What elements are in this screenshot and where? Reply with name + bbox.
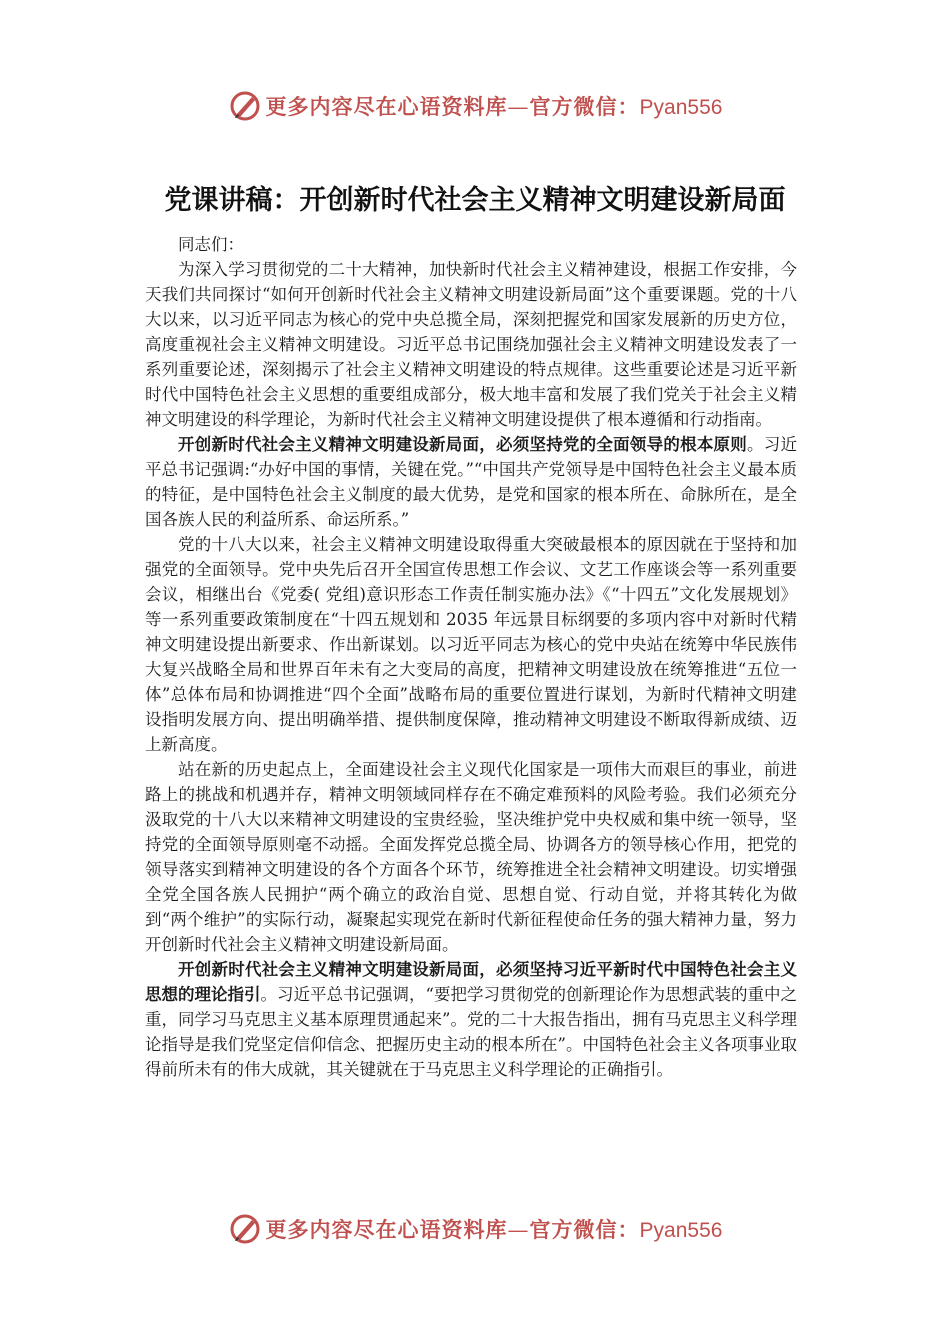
banner-text-cn: 更多内容尽在心语资料库 xyxy=(265,1217,508,1242)
banner-text-id: Pyan556 xyxy=(639,96,723,119)
document-title: 党课讲稿：开创新时代社会主义精神文明建设新局面 xyxy=(164,185,786,216)
paragraph-5-heading: 开创新时代社会主义精神文明建设新局面，必须坚持习近平新时代中国特色社会主义思想的理论指引 xyxy=(145,960,797,1004)
paragraph-3: 党的十八大以来，社会主义精神文明建设取得重大突破最根本的原因就在于坚持和加强党的全面领导。党中央先后召开全国宣传思想工作会议、文艺工作座谈会等一系列重要会议，相继出台《党委( 党组)意识形态工作责任制实施办法》《“十四五”文化发展规划》等一系列重要政策制度在“十四五规划和 2035 年远景目标纲要的多项内容中对新时代精神文明建设提出新要求、作出新谋划。以习近平同志为核心的党中央站在统筹中华民族伟大复兴战略全局和世界百年未有之大变局的高度，把精神文明建设放在统筹推进“五位一体”总体布局和协调推进“四个全面”战略布局的重要位置进行谋划，为新时代精神文明建设指明发展方向、提出明确举措、提供制度保障，推动精神文明建设不断取得新成绩、迈上新高度。 xyxy=(145,535,797,754)
banner-text xyxy=(266,91,723,121)
banner-separator: — xyxy=(507,95,530,119)
paragraph-1: 为深入学习贯彻党的二十大精神，加快新时代社会主义精神建设，根据工作安排，今天我们共同探讨“如何开创新时代社会主义精神文明建设新局面”这个重要课题。党的十八大以来，以习近平同志为核心的党中央总揽全局，深刻把握党和国家发展新的历史方位，高度重视社会主义精神文明建设。习近平总书记围绕加强社会主义精神文明建设发表了一系列重要论述，深刻揭示了社会主义精神文明建设的特点规律。这些重要论述是习近平新时代中国特色社会主义思想的重要组成部分，极大地丰富和发展了我们党关于社会主义精神文明建设的科学理论，为新时代社会主义精神文明建设提供了根本遵循和行动指南。 xyxy=(145,260,797,429)
brush-logo-icon xyxy=(228,1212,262,1246)
banner-text-id: Pyan556 xyxy=(639,1219,723,1242)
header-banner xyxy=(0,86,950,126)
paragraph-2 xyxy=(145,432,797,532)
banner-text-wechat: 官方微信： xyxy=(529,94,640,119)
banner-separator: — xyxy=(507,1218,530,1242)
banner-text-wechat: 官方微信： xyxy=(529,1217,640,1242)
brush-logo-icon xyxy=(228,89,262,123)
document-body xyxy=(145,232,797,1082)
paragraph-2-heading: 开创新时代社会主义精神文明建设新局面，必须坚持党的全面领导的根本原则 xyxy=(178,435,748,454)
footer-banner xyxy=(0,1209,950,1249)
paragraph-5-text: 。习近平总书记强调，“要把学习贯彻党的创新理论作为思想武装的重中之重，同学习马克思主义基本原理贯通起来”。党的二十大报告指出，拥有马克思主义科学理论指导是我们党坚定信仰信念、把握历史主动的根本所在”。中国特色社会主义各项事业取得前所未有的伟大成就，其关键就在于马克思主义科学理论的正确指引。 xyxy=(145,985,798,1079)
paragraph-4: 站在新的历史起点上，全面建设社会主义现代化国家是一项伟大而艰巨的事业，前进路上的挑战和机遇并存，精神文明领域同样存在不确定难预料的风险考验。我们必须充分汲取党的十八大以来精神文明建设的宝贵经验，坚决维护党中央权威和集中统一领导，坚持党的全面领导原则毫不动摇。全面发挥党总揽全局、协调各方的领导核心作用，把党的领导落实到精神文明建设的各个方面各个环节，统筹推进全社会精神文明建设。切实增强全党全国各族人民拥护“两个确立的政治自觉、思想自觉、行动自觉，并将其转化为做到“两个维护”的实际行动，凝聚起实现党在新时代新征程使命任务的强大精神力量，努力开创新时代社会主义精神文明建设新局面。 xyxy=(145,760,797,954)
salutation: 同志们： xyxy=(178,235,244,254)
banner-text-cn: 更多内容尽在心语资料库 xyxy=(265,94,508,119)
banner-text xyxy=(266,1214,723,1244)
paragraph-2-text: 。习近平总书记强调:“办好中国的事情，关键在党。”“中国共产党领导是中国特色社会主义最本质的特征，是中国特色社会主义制度的最大优势，是党和国家的根本所在、命脉所在，是全国各族人民的利益所系、命运所系。” xyxy=(145,435,798,529)
paragraph-5 xyxy=(145,957,797,1082)
